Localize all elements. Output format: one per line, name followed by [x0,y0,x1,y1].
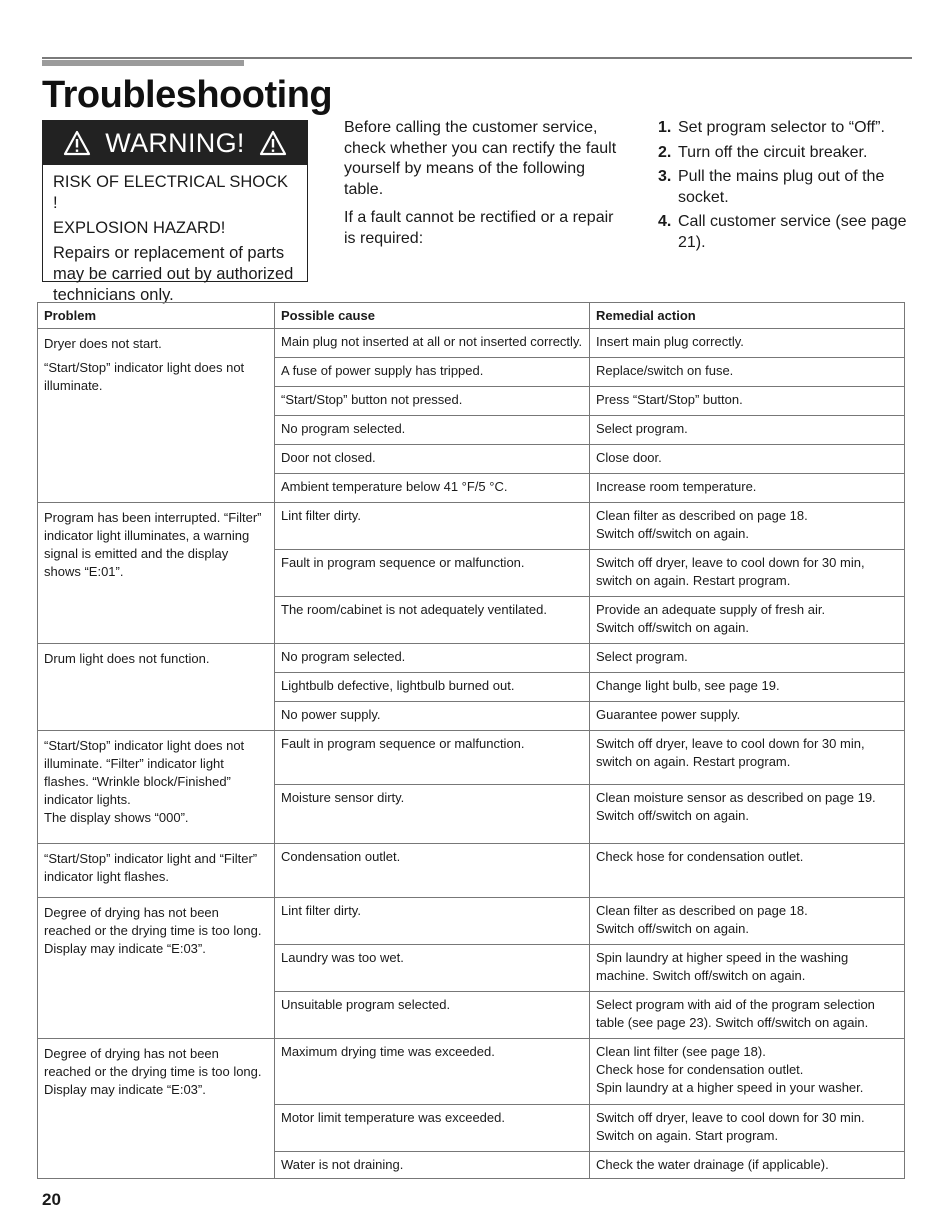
page-number: 20 [42,1190,61,1209]
action-cell [590,550,905,597]
cause-cell: Main plug not inserted at all or not inserted correctly. [275,329,590,358]
step-number: 1. [658,119,672,136]
action-text: Select program. [596,649,688,664]
problem-cell [38,644,275,731]
warning-text [43,165,307,306]
action-cell [590,387,905,416]
action-text: Guarantee power supply. [596,707,741,722]
action-cell [590,358,905,387]
action-cell [590,474,905,503]
action-cell [590,445,905,474]
troubleshooting-table [37,302,905,1179]
table-row [38,898,905,945]
action-text: Clean filter as described on page 18. [596,903,808,918]
column-header-cause: Possible cause [275,303,590,329]
action-cell [590,844,905,898]
cause-cell: Lightbulb defective, lightbulb burned out. [275,673,590,702]
action-cell [590,503,905,550]
action-text: Clean filter as described on page 18. [596,508,808,523]
action-text: Switch off/switch on again. [596,620,749,635]
action-text: Replace/switch on fuse. [596,363,734,378]
warning-line: Repairs or replacement of parts may be carried out by authorized technicians only. [53,244,294,304]
problem-cell [38,844,275,898]
action-text: Select program. [596,421,688,436]
problem-text: “Start/Stop” indicator light does not illuminate. “Filter” indicator light flashes. “Wrinkle block/Finished” indicator lights. [44,738,245,807]
table-body [38,329,905,1179]
action-cell [590,644,905,673]
step-number: 3. [658,168,672,185]
action-text: Check hose for condensation outlet. [596,849,804,864]
warning-triangle-icon [259,130,287,156]
intro-paragraph: Before calling the customer service, check whether you can rectify the fault yourself by means of the following table. [344,119,617,198]
intro-text [344,118,624,257]
cause-cell: Maximum drying time was exceeded. [275,1039,590,1105]
cause-cell: Laundry was too wet. [275,945,590,992]
action-text: Spin laundry at a higher speed in your washer. [596,1080,864,1095]
problem-text: Degree of drying has not been reached or the drying time is too long. [44,905,262,938]
action-cell [590,702,905,731]
problem-cell [38,898,275,1039]
problem-cell [38,329,275,503]
action-cell [590,898,905,945]
action-text: Increase room temperature. [596,479,757,494]
cause-cell: Motor limit temperature was exceeded. [275,1105,590,1152]
problem-cell [38,731,275,844]
cause-cell: No program selected. [275,644,590,673]
problem-cell [38,503,275,644]
action-cell [590,1039,905,1105]
action-text: Change light bulb, see page 19. [596,678,780,693]
cause-cell: No program selected. [275,416,590,445]
column-header-problem: Problem [38,303,275,329]
action-text: Check the water drainage (if applicable). [596,1157,829,1172]
action-text: Clean moisture sensor as described on page 19. [596,790,876,805]
cause-cell: Moisture sensor dirty. [275,785,590,844]
action-text: Insert main plug correctly. [596,334,744,349]
action-cell [590,1152,905,1179]
warning-line: RISK OF ELECTRICAL SHOCK ! [53,173,289,212]
table-row [38,503,905,550]
action-text: Check hose for condensation outlet. [596,1062,804,1077]
top-divider [42,57,912,59]
action-text: Switch off dryer, leave to cool down for 30 min, switch on again. Restart program. [596,555,865,588]
step-item [658,167,908,208]
action-text: Provide an adequate supply of fresh air. [596,602,826,617]
step-item [658,212,908,253]
problem-cell [38,1039,275,1179]
step-text: Call customer service (see page 21). [678,213,907,251]
step-text: Set program selector to “Off”. [678,119,885,136]
cause-cell: Lint filter dirty. [275,503,590,550]
cause-cell: Fault in program sequence or malfunction. [275,731,590,785]
cause-cell: “Start/Stop” button not pressed. [275,387,590,416]
action-text: Spin laundry at higher speed in the washing machine. Switch off/switch on again. [596,950,849,983]
step-item [658,118,908,139]
step-number: 4. [658,213,672,230]
cause-cell: Water is not draining. [275,1152,590,1179]
action-text: Clean lint filter (see page 18). [596,1044,766,1059]
action-text: Switch off dryer, leave to cool down for 30 min. [596,1110,865,1125]
action-cell [590,597,905,644]
action-text: Switch on again. Start program. [596,1128,779,1143]
cause-cell: Door not closed. [275,445,590,474]
table-header-row [38,303,905,329]
warning-triangle-icon [63,130,91,156]
action-cell [590,731,905,785]
warning-heading: WARNING! [105,127,245,158]
problem-text: Display may indicate “E:03”. [44,941,206,956]
table-row [38,329,905,358]
action-text: Switch off/switch on again. [596,808,749,823]
action-text: Switch off/switch on again. [596,526,749,541]
cause-cell: The room/cabinet is not adequately ventilated. [275,597,590,644]
action-text: Press “Start/Stop” button. [596,392,743,407]
action-text: Select program with aid of the program selection table (see page 23). Switch off/switch on again. [596,997,875,1030]
problem-text: “Start/Stop” indicator light and “Filter” indicator light flashes. [44,851,258,884]
cause-cell: Unsuitable program selected. [275,992,590,1039]
title-accent-bar [42,60,244,66]
action-cell [590,992,905,1039]
action-text: Switch off/switch on again. [596,921,749,936]
action-cell [590,673,905,702]
cause-cell: Lint filter dirty. [275,898,590,945]
cause-cell: Fault in program sequence or malfunction. [275,550,590,597]
table-row [38,731,905,785]
action-cell [590,785,905,844]
problem-text: Degree of drying has not been reached or the drying time is too long. [44,1046,262,1079]
action-cell [590,945,905,992]
step-number: 2. [658,143,672,161]
cause-cell: A fuse of power supply has tripped. [275,358,590,387]
action-cell [590,416,905,445]
action-cell [590,1105,905,1152]
step-text: Turn off the circuit breaker. [678,143,868,161]
table-row [38,644,905,673]
problem-text: Program has been interrupted. “Filter” indicator light illuminates, a warning signal is emitted and the display shows “E:01”. [44,510,262,579]
problem-text: “Start/Stop” indicator light does not illuminate. [44,360,245,393]
problem-text: Dryer does not start. [44,336,162,351]
page-title: Troubleshooting [42,74,333,116]
warning-box [42,120,308,304]
step-text: Pull the mains plug out of the socket. [678,168,885,206]
action-cell [590,329,905,358]
table-row [38,844,905,898]
column-header-action: Remedial action [590,303,905,329]
cause-cell: Condensation outlet. [275,844,590,898]
intro-paragraph: If a fault cannot be rectified or a repair is required: [344,209,614,247]
warning-header [43,121,307,165]
steps-list [658,118,908,257]
table-row [38,1039,905,1105]
action-text: Close door. [596,450,662,465]
cause-cell: Ambient temperature below 41 °F/5 °C. [275,474,590,503]
action-text: Switch off dryer, leave to cool down for 30 min, switch on again. Restart program. [596,736,865,769]
problem-text: The display shows “000”. [44,810,189,825]
cause-cell: No power supply. [275,702,590,731]
warning-line: EXPLOSION HAZARD! [53,219,226,237]
problem-text: Display may indicate “E:03”. [44,1082,206,1097]
problem-text: Drum light does not function. [44,651,210,666]
step-item [658,143,908,164]
